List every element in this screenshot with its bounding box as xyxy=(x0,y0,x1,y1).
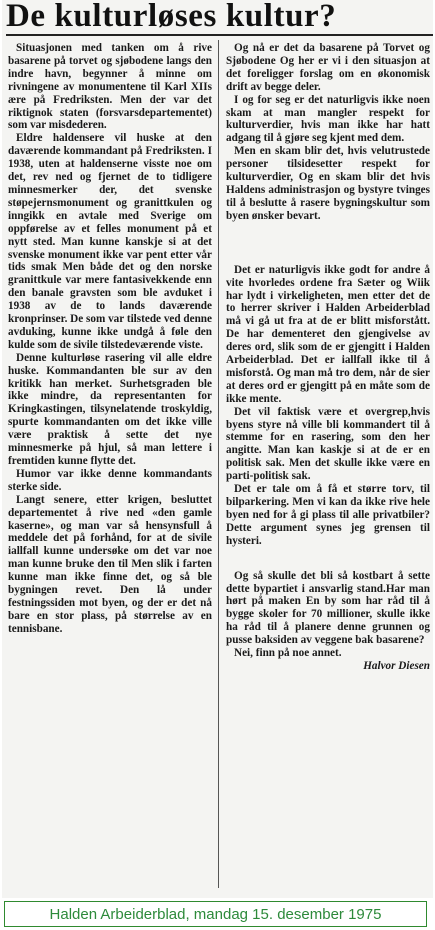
paragraph: Langt senere, etter krigen, besluttet departementet å rive ned «den gamle kaserne», og man var så hensynsfull å meddele det på forhånd, for at de sivile iallfall kunne undersøke om det var noe man kunne bruke den til Men slik i farten kunne man ikke finne det, og så ble bygningen revet. Den lå under festningssiden mot byen, og der er det nå bare en stor plass, på størrelse av en tennisbane. xyxy=(8,493,212,635)
right-column xyxy=(226,42,430,673)
section-gap xyxy=(226,223,430,264)
paragraph: Og nå er det da basarene på Torvet og Sjøbodene Og her er vi i den situasjon at det foreligger forslag om en økonomisk drift av begge deler. xyxy=(226,42,430,93)
paragraph: Det er tale om å få et større torv, til bilparkering. Men vi kan da ikke rive hele byen ned for å gi plass til alle privatbiler? Dette argument synes jeg grensen til hysteri. xyxy=(226,483,430,547)
caption-text: Halden Arbeiderblad, mandag 15. desember 1975 xyxy=(49,905,382,923)
headline: De kulturløses kultur? xyxy=(6,0,433,36)
paragraph: Det er naturligvis ikke godt for andre å vite hvorledes ordene fra Sæter og Wiik har lydt i virkeligheten, men etter det de to herrer skriver i Halden Arbeiderblad må vi gå ut fra at de er blitt misforstått. De har dementeret den gjengivelse av deres ord, slik som de er gjengitt i Halden Arbeiderblad. Det er iallfall ikke til å misforstå. Og man må tro dem, når de sier at deres ord er gjengitt på en måte som de ikke mente. xyxy=(226,263,430,405)
paragraph: Og så skulle det bli så kostbart å sette dette bypartiet i ansvarlig stand.Har man hørt på maken En by som har råd til å bygge skoler for 70 millioner, skulle ikke ha råd til å planere denne grunnen og pusse baksiden av veggene bak basarene? xyxy=(226,569,430,647)
paragraph: Nei, finn på noe annet. xyxy=(234,647,342,660)
paragraph: I og for seg er det naturligvis ikke noen skam at man mangler respekt for kulturverdier, hvis man ikke har hatt adgang til å gjøre seg kjent med dem. xyxy=(226,93,430,145)
paragraph: Denne kulturløse rasering vil alle eldre huske. Kommandanten ble sur av den kritikk han merket. Surhetsgraden ble ikke mindre, da representanten for Kringkastingen, tilsynelatende troskyldig, spurte kommandanten om det ikke ville være praktisk å sette det nye minnesmerke på hjul, så man lettere i fremtiden kunne flytte det. xyxy=(8,351,212,467)
newspaper-clipping xyxy=(2,0,433,898)
paragraph: Men en skam blir det, hvis velutrustede personer tilsidesetter respekt for kulturverdier, Og en skam blir det hvis Haldens administrasjon og bystyre tvinges til å beslutte å rasere bygningskultur som byen ønsker bevart. xyxy=(226,145,430,222)
paragraph: Eldre haldensere vil huske at den daværende kommandant på Fredriksten. I 1938, uten at haldenserne visste noe om det, rev ned og fjernet de to tidligere minnesmerker der, det svenske støpejernsmonument og granittkulen og inngikk en avtale med Sverige om oppførelse av et felles monument på et nytt sted. Man kunne kanskje si at det svenske monument ikke var pent etter vår tids smak Men både det og den norske granittkule var mere fantasivekkende enn den banale gravsten som ble avduket i 1938 av de to lands daværende kronprinser. De som var tilstede ved denne avduking, kunne ikke undgå å føle den kulde som de sivile tilstedeværende viste. xyxy=(8,132,212,351)
author-signature: Halvor Diesen xyxy=(363,659,430,672)
left-column xyxy=(8,42,212,636)
source-caption xyxy=(4,901,427,927)
paragraph: Situasjonen med tanken om å rive basarene på torvet og sjøbodene langs den indre havn, begynner å minne om rivningene av monumentene til Karl XIIs ære på Fredriksten. Men der var det riktignok staten (forsvarsdepartementet) som var misdederen. xyxy=(8,42,212,132)
paragraph: Det vil faktisk være et overgrep,hvis byens styre nå ville bli kommandert til å stemme for en rasering, som den her angitte. Man kan kaskje si at de er en politisk sak. Men det skulle ikke være en parti-politisk sak. xyxy=(226,405,430,483)
paragraph: Humor var ikke denne kommandants sterke side. xyxy=(8,467,212,493)
column-divider xyxy=(218,40,219,888)
section-gap xyxy=(226,548,430,570)
